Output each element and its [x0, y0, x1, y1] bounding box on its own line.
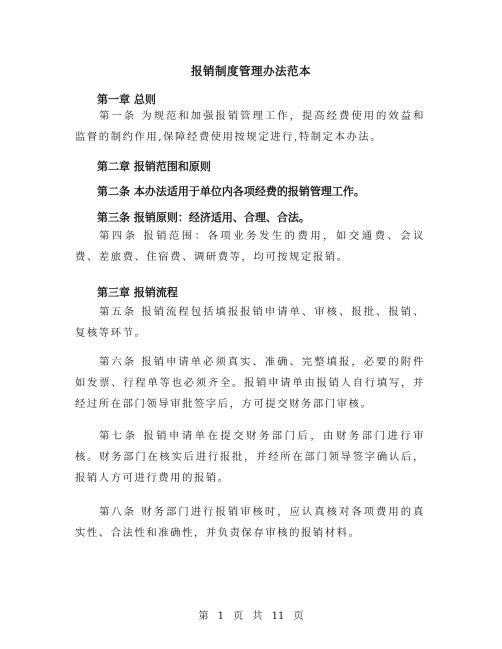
- chapter-1-heading: 第一章 总则: [97, 93, 156, 106]
- article-8: 第八条 财务部门进行报销审核时，应认真核对各项费用的真实性、合法性和准确性，并负责保存审核的报销材料。: [75, 506, 425, 539]
- chapter-2-heading: 第二章 报销范围和原则: [97, 160, 211, 173]
- page-number: 第 1 页 共 11 页: [198, 611, 304, 622]
- article-7: 第七条 报销申请单在提交财务部门后，由财务部门进行审核。财务部门在核实后进行报批，并经所在部门领导签字确认后，报销人方可进行费用的报销。: [75, 430, 425, 484]
- article-6: 第六条 报销申请单必须真实、准确、完整填报，必要的附件如发票、行程单等也必须齐全。报销申请单由报销人自行填写，并经过所在部门领导审批签字后，方可提交财务部门审核。: [75, 356, 425, 410]
- article-5: 第五条 报销流程包括填报报销申请单、审核、报批、报销、复核等环节。: [75, 306, 425, 339]
- article-4: 第四条 报销范围：各项业务发生的费用，如交通费、会议费、差旅费、住宿费、调研费等，均可按规定报销。: [75, 230, 425, 263]
- document-title: 报销制度管理办法范本: [191, 64, 311, 78]
- chapter-3-heading: 第三章 报销流程: [97, 286, 178, 299]
- article-2: 第二条 本办法适用于单位内各项经费的报销管理工作。: [97, 185, 365, 198]
- article-3: 第三条 报销原则：经济适用、合理、合法。: [97, 211, 310, 224]
- article-1: 第一条 为规范和加强报销管理工作，提高经费使用的效益和监督的制约作用,保障经费使用按规定进行,特制定本办法。: [75, 110, 425, 143]
